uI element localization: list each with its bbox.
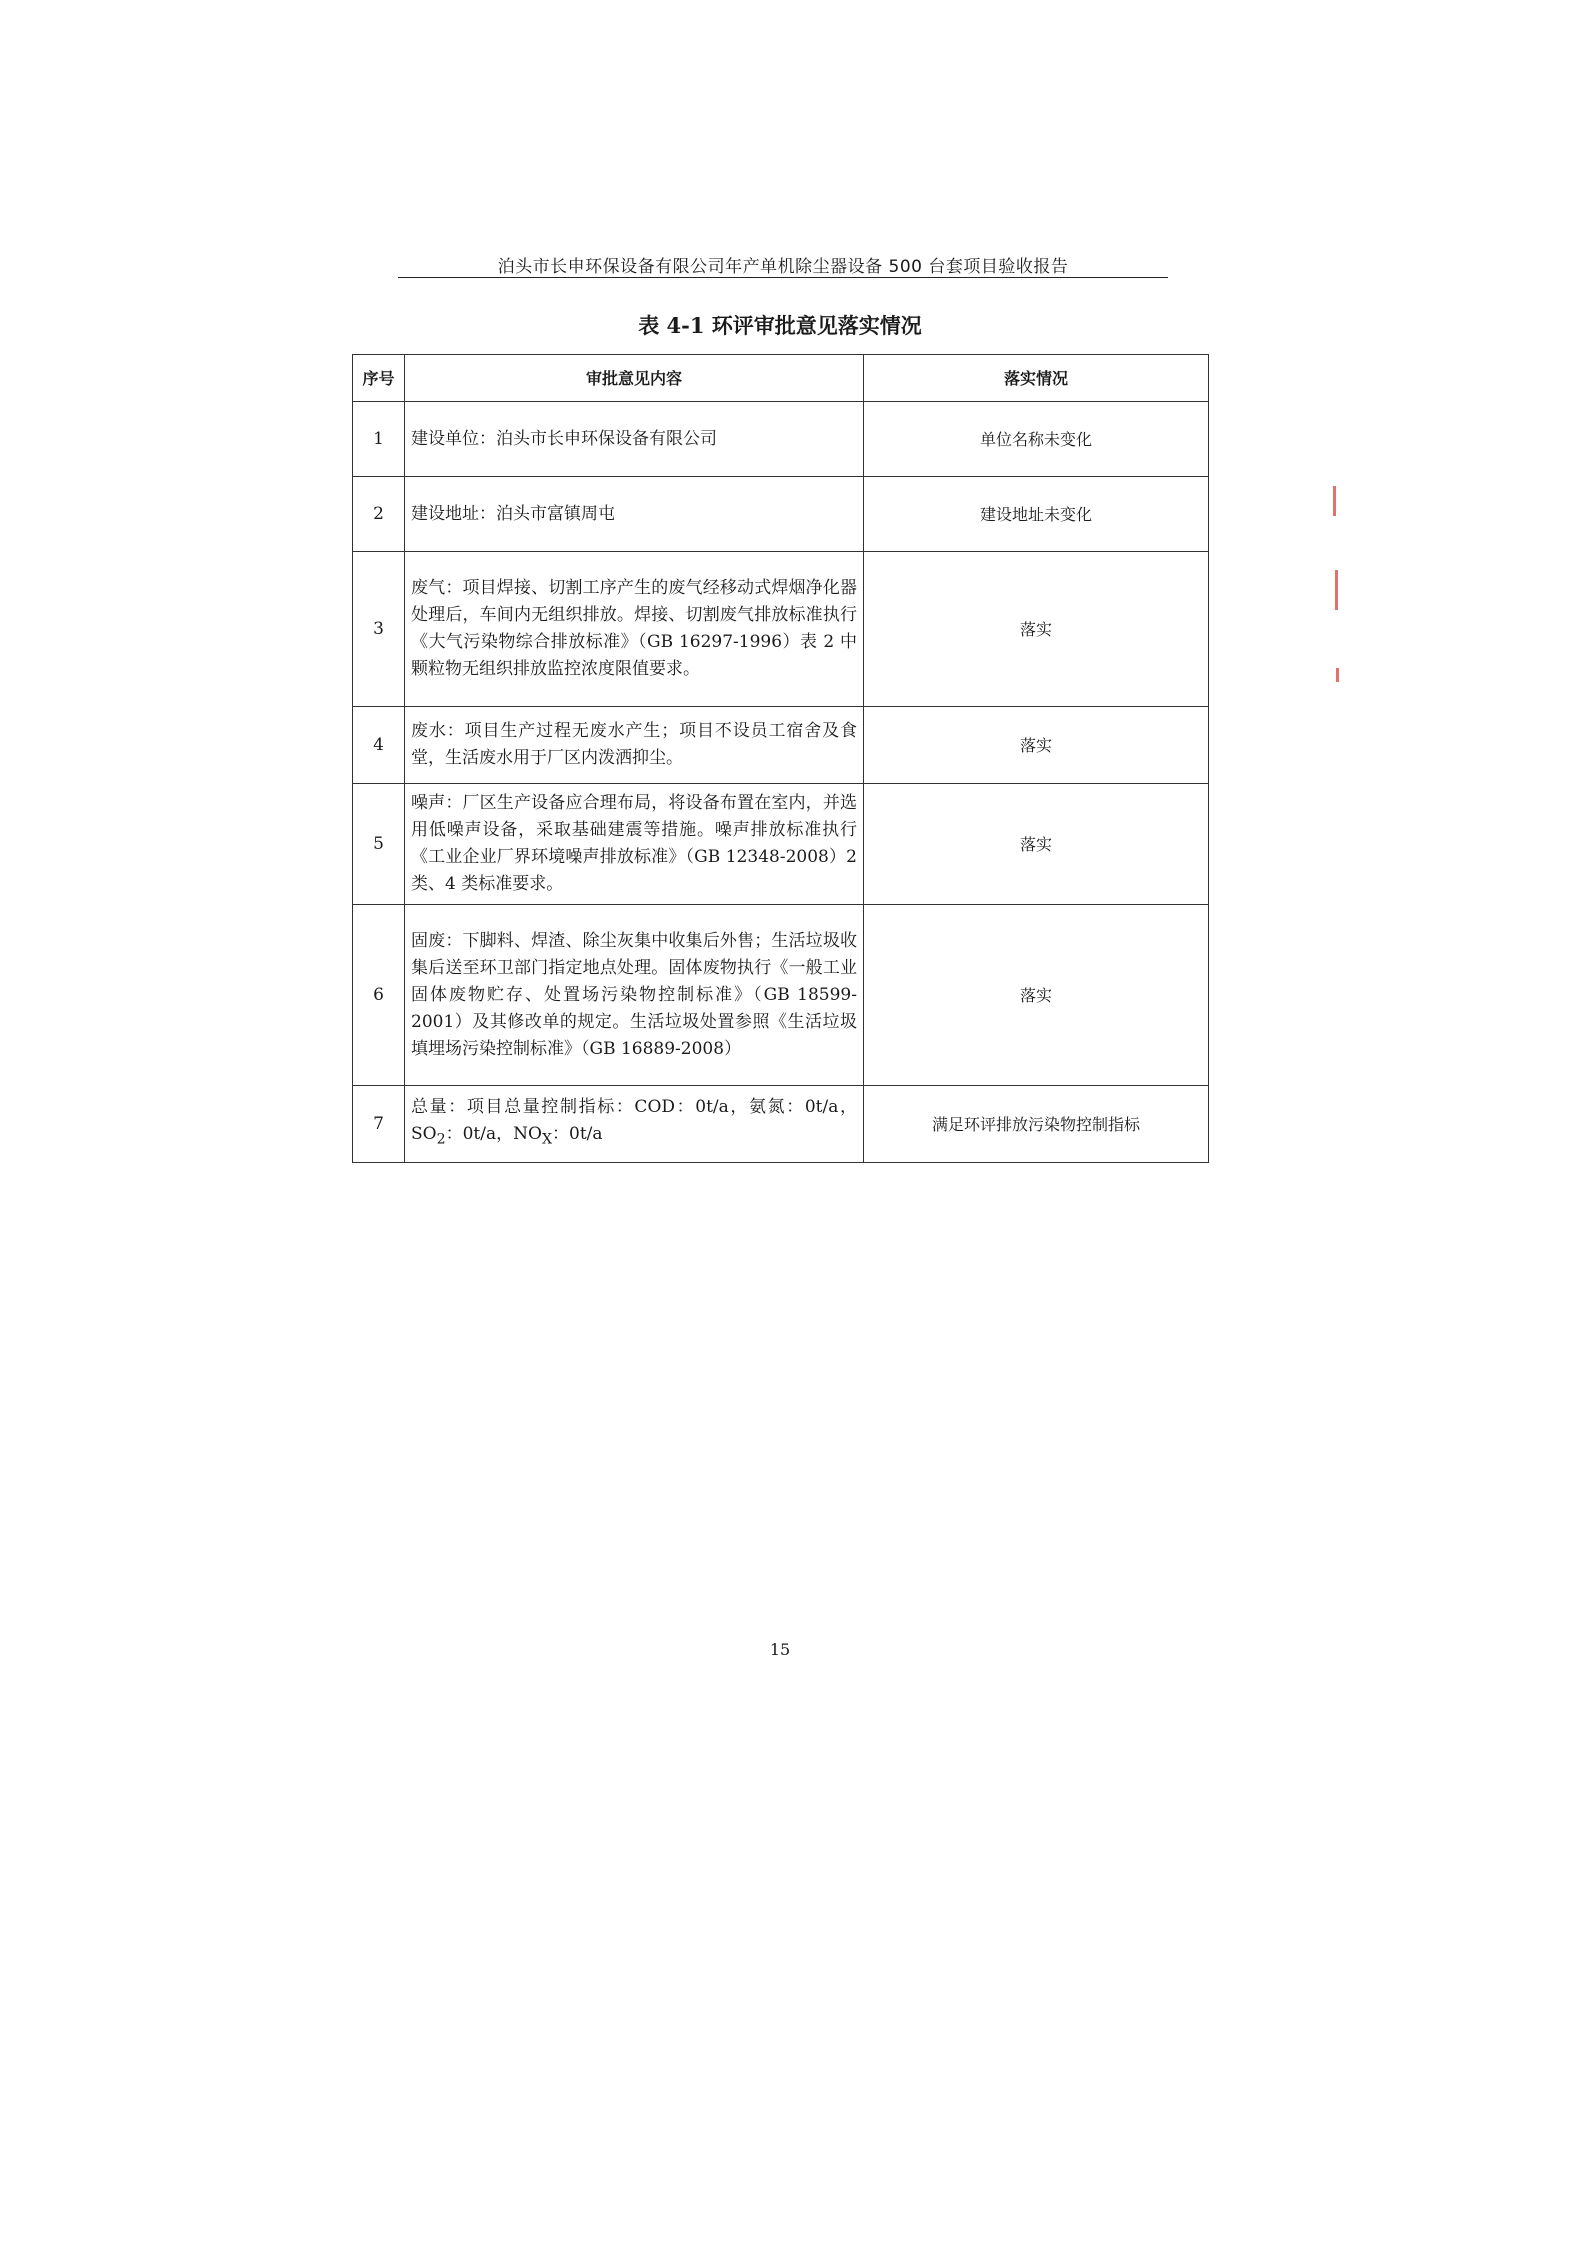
- row-status: 满足环评排放污染物控制指标: [864, 1086, 1209, 1163]
- column-header-status: 落实情况: [864, 355, 1209, 402]
- so2-subscript: 2: [436, 1131, 446, 1148]
- row-seq: 5: [353, 784, 405, 905]
- nox-subscript: X: [541, 1131, 553, 1148]
- row-seq: 7: [353, 1086, 405, 1163]
- row-content: 废气：项目焊接、切割工序产生的废气经移动式焊烟净化器处理后，车间内无组织排放。焊接、切割废气排放标准执行《大气污染物综合排放标准》（GB 16297-1996）表 2 中颗粒物无组织排放监控浓度限值要求。: [405, 552, 864, 707]
- row-content: 固废：下脚料、焊渣、除尘灰集中收集后外售；生活垃圾收集后送至环卫部门指定地点处理。固体废物执行《一般工业固体废物贮存、处置场污染物控制标准》（GB 18599-2001）及其修改单的规定。生活垃圾处置参照《生活垃圾填埋场污染控制标准》（GB 16889-2008）: [405, 905, 864, 1086]
- stamp-edge-mark: [1336, 668, 1339, 682]
- header-divider: [398, 277, 1168, 278]
- total-lead-text: 总量：项目总量控制指标：COD：0t/a，氨氮：0t/a，: [411, 1097, 857, 1118]
- table-row: [353, 402, 1209, 477]
- page-number: 15: [769, 1640, 791, 1659]
- column-header-content: 审批意见内容: [405, 355, 864, 402]
- nox-label: NO: [513, 1124, 542, 1145]
- row-status: 建设地址未变化: [864, 477, 1209, 552]
- so2-label: SO: [411, 1124, 437, 1145]
- stamp-edge-mark: [1333, 486, 1336, 516]
- table-row: [353, 477, 1209, 552]
- row-content: 建设单位：泊头市长申环保设备有限公司: [405, 402, 864, 477]
- row-seq: 1: [353, 402, 405, 477]
- approval-table: [352, 354, 1209, 1163]
- table-row: [353, 707, 1209, 784]
- row-content: 建设地址：泊头市富镇周屯: [405, 477, 864, 552]
- approval-table-container: [352, 354, 1208, 1163]
- stamp-edge-mark: [1335, 570, 1338, 610]
- row-seq: 3: [353, 552, 405, 707]
- row-content: 噪声：厂区生产设备应合理布局，将设备布置在室内，并选用低噪声设备，采取基础建震等措施。噪声排放标准执行《工业企业厂界环境噪声排放标准》（GB 12348-2008）2 类、4 类标准要求。: [405, 784, 864, 905]
- row-status: 落实: [864, 905, 1209, 1086]
- page-header-title: 泊头市长申环保设备有限公司年产单机除尘器设备 500 台套项目验收报告: [497, 257, 1069, 277]
- row-seq: 4: [353, 707, 405, 784]
- row-seq: 2: [353, 477, 405, 552]
- table-row: [353, 905, 1209, 1086]
- table-title: 表 4-1 环评审批意见落实情况: [638, 313, 922, 338]
- row-status: 单位名称未变化: [864, 402, 1209, 477]
- table-row: [353, 552, 1209, 707]
- table-header-row: [353, 355, 1209, 402]
- row-content-total: [405, 1086, 864, 1163]
- so2-value: ：0t/a，: [445, 1124, 514, 1145]
- row-status: 落实: [864, 552, 1209, 707]
- row-status: 落实: [864, 707, 1209, 784]
- table-row: [353, 784, 1209, 905]
- row-status: 落实: [864, 784, 1209, 905]
- column-header-seq: 序号: [353, 355, 405, 402]
- row-content: 废水：项目生产过程无废水产生；项目不设员工宿舍及食堂，生活废水用于厂区内泼洒抑尘。: [405, 707, 864, 784]
- table-row: [353, 1086, 1209, 1163]
- row-seq: 6: [353, 905, 405, 1086]
- nox-value: ：0t/a: [552, 1124, 603, 1145]
